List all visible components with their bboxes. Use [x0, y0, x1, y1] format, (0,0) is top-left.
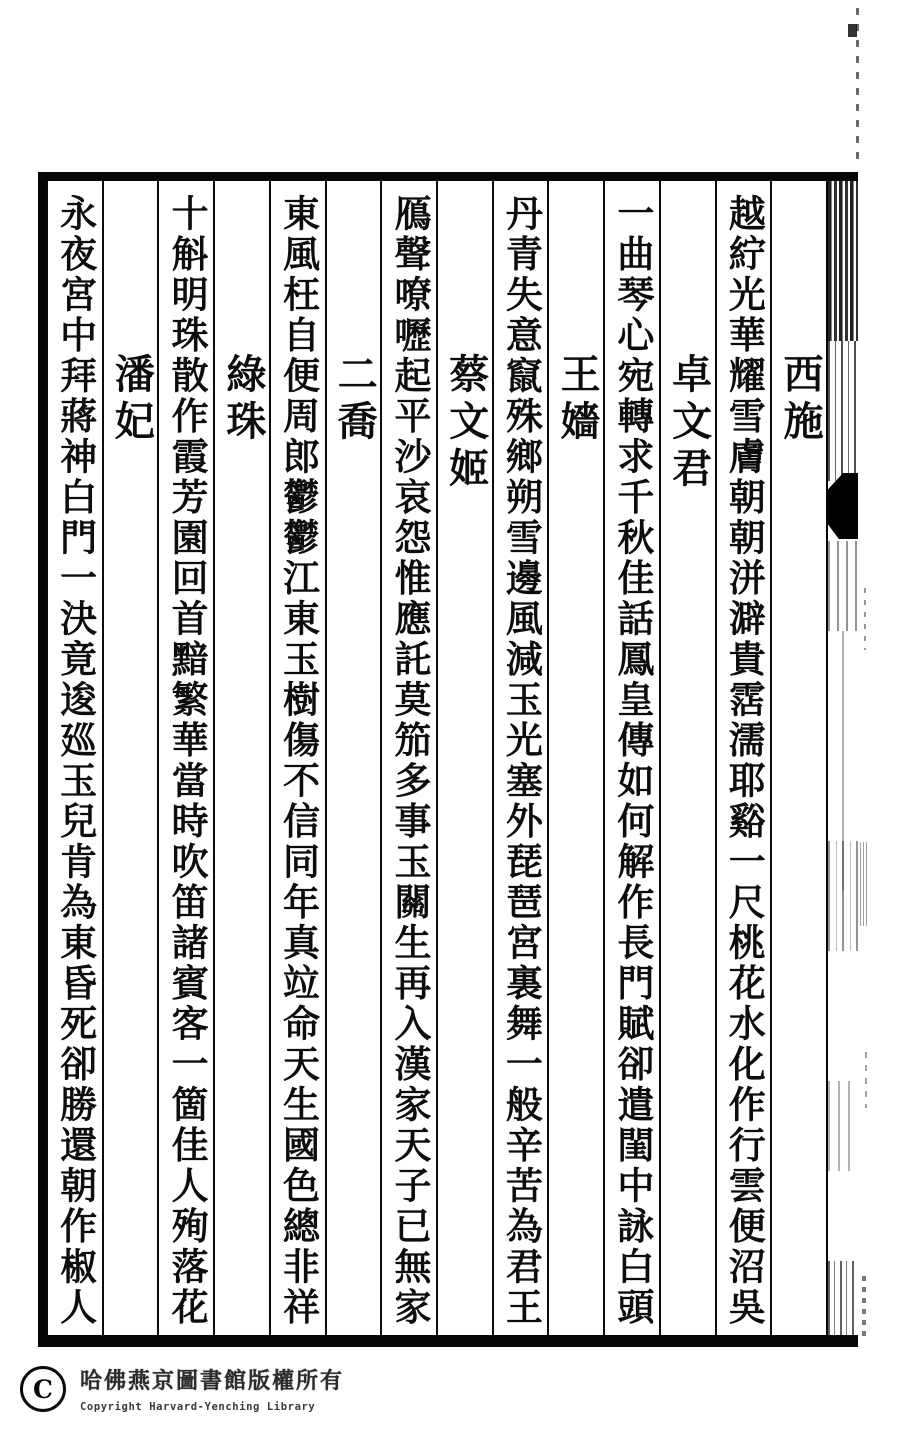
- poem-text-column: [715, 181, 771, 1335]
- poem-title-column: [102, 181, 158, 1335]
- poem-text-column: [603, 181, 659, 1335]
- poem-title: 卓文君: [665, 353, 713, 494]
- poem-text: 鴈聲嘹嚦起平沙哀怨惟應託莫笳多事玉關生再入漢家天子已無家: [387, 194, 432, 1328]
- poem-title-column: [325, 181, 381, 1335]
- poem-title-column: [770, 181, 826, 1335]
- scan-noise-streak: [860, 842, 867, 926]
- poem-text-column: [269, 181, 325, 1335]
- scan-noise-dash: [865, 1052, 867, 1108]
- gutter-ink-blob: [826, 473, 858, 539]
- poem-text: 一曲琴心宛轉求千秋佳話鳳皇傳如何解作長門賦卻遣閨中詠白頭: [610, 194, 655, 1328]
- poem-title-column: [547, 181, 603, 1335]
- poem-title: 潘妃: [108, 353, 156, 447]
- poem-title-column: [659, 181, 715, 1335]
- poem-text-column: [380, 181, 436, 1335]
- poem-text: 東風枉自便周郎鬱鬱江東玉樹傷不信同年真竝命天生國色總非祥: [276, 194, 321, 1328]
- scan-noise-tick: [848, 24, 857, 37]
- gutter-streaks-lower: [828, 841, 858, 951]
- library-stamp: [20, 1364, 344, 1413]
- gutter-streaks-bottom: [828, 1261, 858, 1335]
- stamp-english: Copyright Harvard-Yenching Library: [80, 1401, 316, 1413]
- scan-noise-dash: [864, 588, 866, 650]
- poem-text-column: [157, 181, 213, 1335]
- poem-text: 十斛明珠散作霞芳園回首黯繁華當時吹笛諸賓客一箇佳人殉落花: [165, 194, 210, 1328]
- poem-title: 綠珠: [219, 353, 267, 447]
- poem-text-column: [492, 181, 548, 1335]
- poem-title: 王嬙: [554, 353, 602, 447]
- poem-text-column: [46, 181, 102, 1335]
- poem-title-column: [436, 181, 492, 1335]
- text-columns: [46, 181, 826, 1335]
- poem-title: 西施: [777, 353, 824, 447]
- copyright-symbol: [20, 1366, 66, 1412]
- stamp-chinese: 哈佛燕京圖書館版權所有: [80, 1368, 345, 1394]
- gutter-streaks-mid: [828, 341, 858, 481]
- copyright-letter: C: [33, 1374, 53, 1404]
- print-frame: [38, 172, 858, 1347]
- stamp-text-block: [80, 1364, 344, 1413]
- poem-title-column: [213, 181, 269, 1335]
- poem-text: 丹青失意竄殊鄉朔雪邊風減玉光塞外琵琶宮裏舞一般辛苦為君王: [499, 194, 544, 1328]
- gutter-streaks-fade: [828, 541, 858, 631]
- poem-title: 蔡文姬: [442, 353, 490, 494]
- poem-text: 永夜宮中拜蔣神白門一決竟逡廵玉兒肯為東昏死卻勝還朝作椒人: [53, 194, 98, 1328]
- gutter-streaks-lower2: [828, 1081, 858, 1171]
- poem-text: 越紵光華耀雪膚朝朝洴澼貴霑濡耶谿一尺桃花水化作行雲便沼吳: [722, 194, 767, 1328]
- poem-title: 二喬: [331, 353, 379, 447]
- binding-gutter-artifact: [826, 181, 858, 1335]
- gutter-streaks-top: [828, 181, 858, 341]
- scan-noise-dash: [862, 1276, 866, 1340]
